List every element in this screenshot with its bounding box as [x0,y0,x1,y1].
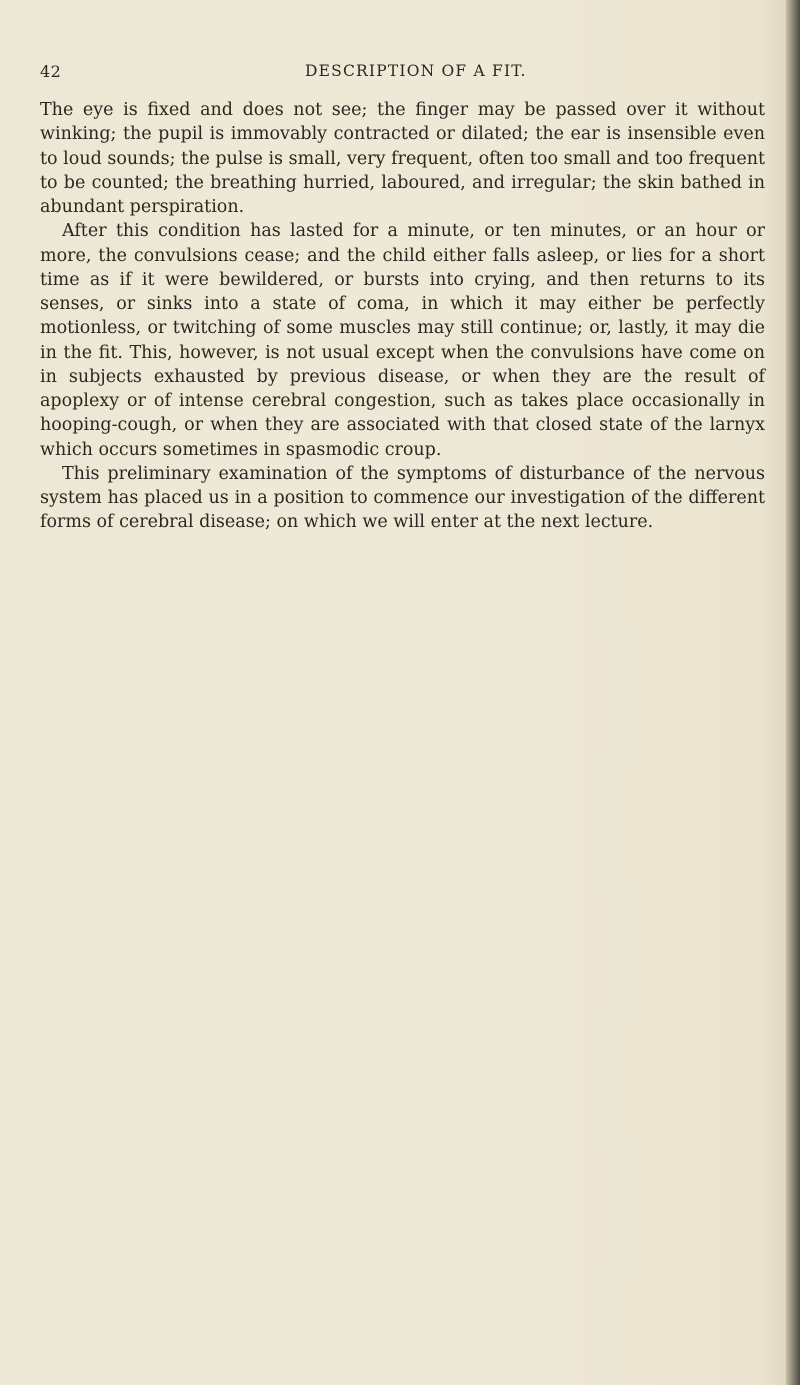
book-spine-edge [786,0,800,1385]
paragraph-conclusion: This preliminary examination of the symptoms of disturbance of the nervous system has placed us in a position to commence our investigation of the different forms of cerebral disease; on which we will enter at the next lecture. [40,463,765,533]
paragraph-after-fit: After this condition has lasted for a minute, or ten minutes, or an hour or more, the convulsions cease; and the child either falls asleep, or lies for a short time as if it were bewildered, or bursts into crying, and then returns to its senses, or sinks into a state of coma, in which it may either be perfectly motionless, or twitching of some muscles may still continue; or, lastly, it may die in the fit. This, however, is not usual except when the convulsions have come on in subjects exhausted by previous disease, or when they are the result of apoplexy or of intense cerebral congestion, such as takes place occasionally in hooping-cough, or when they are associated with that closed state of the larnyx which occurs sometimes in spasmodic croup. [40,221,765,460]
running-head [40,62,760,84]
body-text [40,98,765,535]
running-head-title: DESCRIPTION OF A FIT. [305,62,527,80]
paragraph-eye-symptoms: The eye is fixed and does not see; the finger may be passed over it without winking; the pupil is immovably contracted or dilated; the ear is insensible even to loud sounds; the pulse is small, very frequent, often too small and too frequent to be counted; the breathing hurried, laboured, and irregular; the skin bathed in abundant perspiration. [40,100,765,217]
page-number: 42 [40,62,62,81]
